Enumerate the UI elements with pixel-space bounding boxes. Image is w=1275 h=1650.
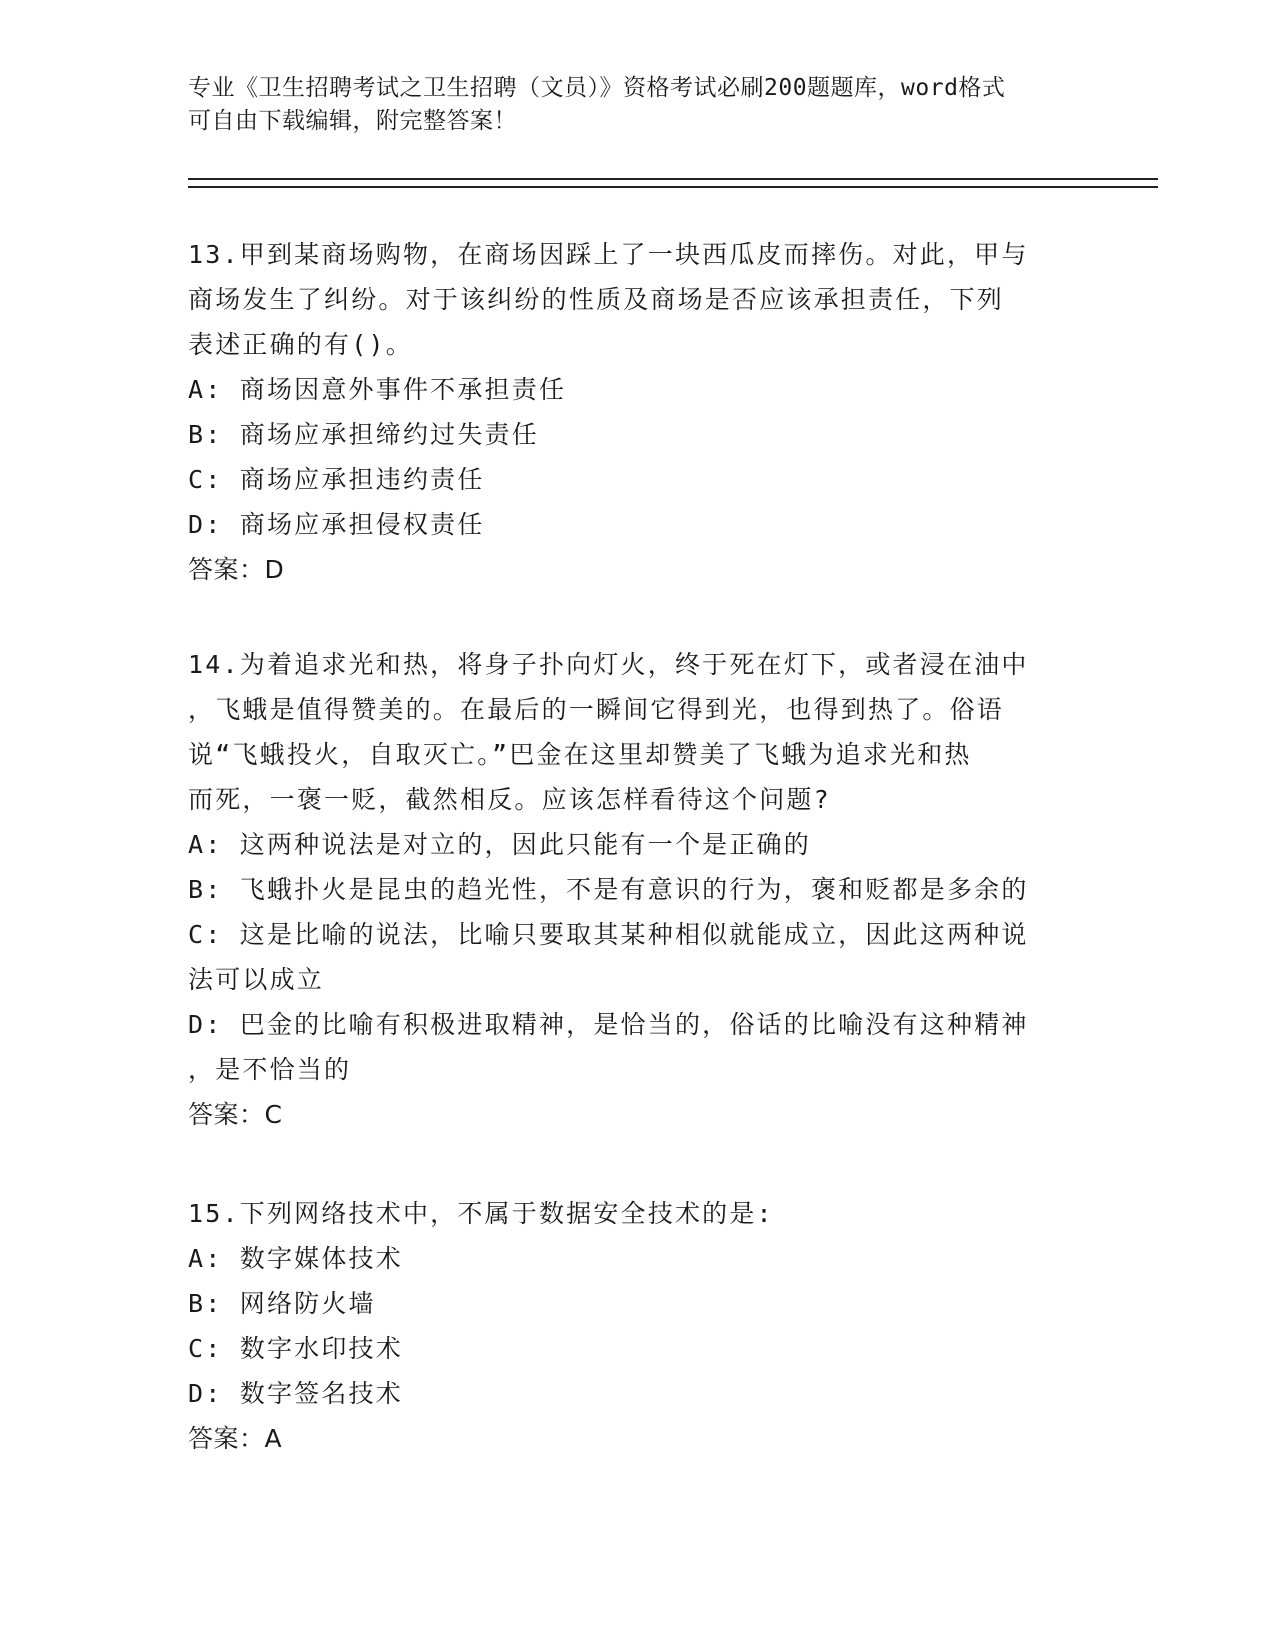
header-line-2: 可自由下载编辑，附完整答案！ <box>188 108 517 134</box>
option-c: C: 这是比喻的说法，比喻只要取其某种相似就能成立，因此这两种说 <box>188 920 1029 949</box>
option-b: B: 商场应承担缔约过失责任 <box>188 420 539 449</box>
option-c-continued: 法可以成立 <box>188 965 325 994</box>
answer-line <box>188 1092 1088 1137</box>
option-c: C: 商场应承担违约责任 <box>188 465 485 494</box>
question-stem-line: 而死，一褒一贬，截然相反。应该怎样看待这个问题? <box>188 785 831 814</box>
option-c: C: 数字水印技术 <box>188 1334 403 1363</box>
answer-label: 答案： <box>188 1100 265 1129</box>
question-15 <box>188 1191 1088 1461</box>
option-d-continued: ，是不恰当的 <box>188 1055 352 1084</box>
answer-line <box>188 1416 1088 1461</box>
question-stem-line: 13.甲到某商场购物，在商场因踩上了一块西瓜皮而摔伤。对此，甲与 <box>188 240 1029 269</box>
question-stem-line: 14.为着追求光和热，将身子扑向灯火，终于死在灯下，或者浸在油中 <box>188 650 1029 679</box>
document-header <box>188 72 1088 138</box>
option-a: A: 这两种说法是对立的，因此只能有一个是正确的 <box>188 830 811 859</box>
answer-label: 答案： <box>188 1424 265 1453</box>
answer-value: C <box>264 1100 283 1129</box>
question-stem-line: 说“飞蛾投火，自取灭亡。”巴金在这里却赞美了飞蛾为追求光和热 <box>188 740 972 769</box>
option-d: D: 商场应承担侵权责任 <box>188 510 485 539</box>
question-13 <box>188 232 1088 592</box>
answer-label: 答案： <box>188 555 265 584</box>
question-stem-line: 表述正确的有()。 <box>188 330 413 359</box>
question-stem-line: ，飞蛾是值得赞美的。在最后的一瞬间它得到光，也得到热了。俗语 <box>188 695 1005 724</box>
option-a: A: 数字媒体技术 <box>188 1244 403 1273</box>
question-stem-line: 15.下列网络技术中，不属于数据安全技术的是: <box>188 1199 774 1228</box>
question-stem-line: 商场发生了纠纷。对于该纠纷的性质及商场是否应该承担责任，下列 <box>188 285 1005 314</box>
option-b: B: 飞蛾扑火是昆虫的趋光性，不是有意识的行为，褒和贬都是多余的 <box>188 875 1029 904</box>
answer-value: A <box>264 1424 283 1453</box>
question-14 <box>188 642 1088 1137</box>
header-line-1: 专业《卫生招聘考试之卫生招聘（文员）》资格考试必刷200题题库，word格式 <box>188 75 1006 101</box>
option-b: B: 网络防火墙 <box>188 1289 376 1318</box>
option-a: A: 商场因意外事件不承担责任 <box>188 375 567 404</box>
answer-value: D <box>264 555 285 584</box>
option-d: D: 数字签名技术 <box>188 1379 403 1408</box>
answer-line <box>188 547 1088 592</box>
header-divider <box>188 178 1158 188</box>
option-d: D: 巴金的比喻有积极进取精神，是恰当的，俗话的比喻没有这种精神 <box>188 1010 1029 1039</box>
